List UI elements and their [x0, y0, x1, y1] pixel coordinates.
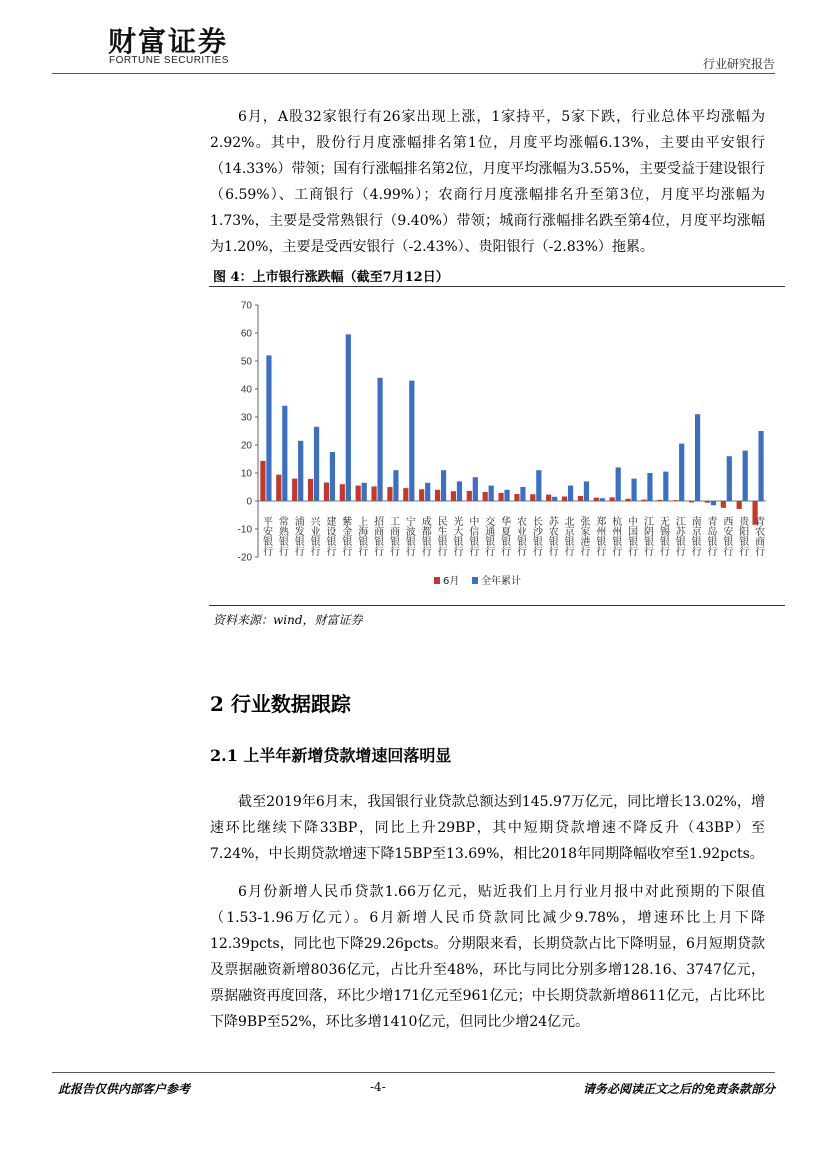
x-category-label: 平安银行 — [260, 516, 272, 556]
x-category-label: 招商银行 — [371, 516, 383, 556]
figure-title: 图 4：上市银行涨跌幅（截至7月12日） — [213, 270, 449, 285]
bar-ytd — [504, 490, 509, 501]
new-loans-paragraph-text: 6月份新增人民币贷款1.66万亿元，贴近我们上月行业月报中对此预期的下限值（1.53-1.96万亿元）。6月新增人民币贷款同比减少9.78%，增速环比上月下降12.39pcts，同比也下降29.26pcts。分期限来看，长期贷款占比下降明显，6月短期贷款及票据融资新增8036亿元，占比升至48%，环比与同比分别多增128.16、3747亿元，票据融资再度回落，环比少增171亿元至961亿元；中长期贷款新增8611亿元，占比环比下降9BP至52%，环比多增1410亿元，但同比少增24亿元。 — [210, 884, 765, 1030]
x-category-label: 民生银行 — [435, 516, 447, 556]
x-category-label: 江苏银行 — [673, 516, 685, 556]
legend-swatch-june — [434, 577, 440, 584]
bar-june — [435, 490, 440, 501]
footer-divider — [52, 1072, 775, 1073]
x-category-label: 贵阳银行 — [736, 516, 748, 556]
bar-june — [483, 492, 488, 501]
y-tick-label: 40 — [240, 384, 252, 396]
bar-ytd — [393, 470, 398, 501]
legend-swatch-ytd — [472, 577, 478, 584]
section-heading: 2 行业数据跟踪 — [210, 692, 351, 716]
footer-disclaimer-right: 请务必阅读正文之后的免责条款部分 — [582, 1082, 775, 1096]
x-category-label: 青农商行 — [752, 516, 764, 556]
bar-june — [387, 487, 392, 501]
bar-ytd — [552, 497, 557, 501]
bar-june — [721, 501, 726, 508]
bar-june — [657, 500, 662, 501]
y-tick-label: 0 — [246, 496, 252, 508]
bar-ytd — [362, 483, 367, 501]
brand-logo-english: FORTUNE SECURITIES — [109, 55, 229, 66]
bar-june — [737, 501, 742, 509]
x-category-label: 农业银行 — [514, 516, 526, 556]
x-category-label: 无锡银行 — [657, 516, 669, 556]
x-category-label: 成都银行 — [419, 516, 431, 556]
bar-june — [514, 494, 519, 501]
bar-june — [610, 497, 615, 501]
x-category-label: 西安银行 — [720, 516, 732, 556]
y-tick-label: 30 — [240, 412, 252, 424]
bar-june — [546, 495, 551, 501]
x-category-label: 南京银行 — [689, 516, 701, 556]
bar-ytd — [314, 427, 319, 501]
x-category-label: 兴业银行 — [308, 516, 320, 556]
bar-june — [324, 483, 329, 501]
bar-ytd — [600, 498, 605, 501]
bar-ytd — [695, 414, 700, 501]
bar-june — [467, 491, 472, 501]
intro-paragraph — [210, 104, 765, 260]
bar-ytd — [441, 470, 446, 501]
y-tick-label: 50 — [240, 356, 252, 368]
bar-ytd — [520, 487, 525, 501]
x-category-label: 紫金银行 — [339, 516, 351, 556]
bar-june — [276, 475, 281, 501]
x-category-label: 常熟银行 — [276, 516, 288, 556]
intro-paragraph-text: 6月，A股32家银行有26家出现上涨，1家持平，5家下跌，行业总体平均涨幅为2.92%。其中，股份行月度涨幅排名第1位，月度平均涨幅6.13%，主要由平安银行（14.33%）带领；国有行涨幅排名第2位，月度平均涨幅为3.55%，主要受益于建设银行（6.59%）、工商银行（4.99%）；农商行月度涨幅排名升至第3位，月度平均涨幅为1.73%，主要是受常熟银行（9.40%）带领；城商行涨幅排名跌至第4位，月度平均涨幅为1.20%，主要是受西安银行（-2.43%）、贵阳银行（-2.83%）拖累。 — [210, 109, 765, 255]
bar-june — [260, 461, 265, 501]
x-category-label: 中信银行 — [466, 516, 478, 556]
x-category-label: 宁波银行 — [403, 516, 415, 556]
bar-ytd — [282, 406, 287, 501]
x-category-label: 北京银行 — [562, 516, 574, 556]
y-tick-label: 70 — [240, 300, 252, 312]
bar-ytd — [568, 486, 573, 501]
bar-ytd — [346, 334, 351, 501]
bar-ytd — [647, 473, 652, 501]
bar-ytd — [727, 456, 732, 501]
bar-june — [403, 488, 408, 501]
bar-june — [578, 496, 583, 501]
x-category-label: 杭州银行 — [609, 516, 621, 556]
bar-june — [625, 499, 630, 501]
loan-growth-paragraph — [210, 789, 765, 867]
y-tick-label: 60 — [240, 328, 252, 340]
header-divider — [52, 73, 775, 74]
bar-june — [419, 489, 424, 501]
bar-ytd — [473, 477, 478, 501]
bar-ytd — [679, 444, 684, 501]
bar-ytd — [536, 470, 541, 501]
x-category-label: 工商银行 — [387, 516, 399, 556]
footer-disclaimer-left: 此报告仅供内部客户参考 — [58, 1082, 191, 1096]
bar-ytd — [616, 467, 621, 501]
x-category-label: 浦发银行 — [292, 516, 304, 556]
bar-june — [356, 486, 361, 501]
loan-growth-paragraph-text: 截至2019年6月末，我国银行业贷款总额达到145.97万亿元，同比增长13.02%，增速环比继续下降33BP，同比上升29BP，其中短期贷款增速不降反升（43BP）至7.24%，中长期贷款增速下降15BP至13.69%，相比2018年同期降幅收窄至1.92pcts。 — [210, 794, 765, 862]
report-type-label: 行业研究报告 — [702, 57, 775, 71]
bar-ytd — [711, 501, 716, 505]
bar-ytd — [425, 483, 430, 501]
bar-june — [705, 501, 710, 503]
x-category-label: 交通银行 — [482, 516, 494, 556]
x-category-label: 长沙银行 — [530, 516, 542, 556]
bank-performance-chart — [210, 287, 780, 602]
y-tick-label: -20 — [237, 552, 252, 564]
bar-june — [673, 500, 678, 501]
bar-ytd — [663, 472, 668, 501]
bar-june — [292, 479, 297, 501]
bar-june — [594, 498, 599, 501]
bar-june — [340, 484, 345, 501]
bar-ytd — [330, 452, 335, 501]
bar-june — [451, 491, 456, 501]
y-tick-label: -10 — [237, 524, 252, 536]
bar-june — [308, 479, 313, 501]
bar-ytd — [457, 481, 462, 501]
brand-logo-chinese: 财富证券 — [108, 25, 229, 58]
x-category-label: 中国银行 — [625, 516, 637, 556]
figure-bottom-rule — [209, 605, 785, 606]
bar-june — [371, 486, 376, 501]
y-tick-label: 20 — [240, 440, 252, 452]
x-category-label: 青岛银行 — [704, 516, 716, 556]
page-number: -4- — [370, 1080, 386, 1094]
bar-june — [530, 494, 535, 501]
bar-ytd — [377, 378, 382, 501]
bar-june — [498, 493, 503, 501]
new-loans-paragraph — [210, 879, 765, 1035]
bar-june — [641, 500, 646, 501]
bar-ytd — [631, 479, 636, 501]
legend-label-ytd: 全年累计 — [481, 576, 521, 587]
x-category-label: 华夏银行 — [498, 516, 510, 556]
bar-ytd — [298, 441, 303, 501]
x-category-label: 张家港行 — [577, 516, 589, 556]
bar-ytd — [266, 355, 271, 501]
bar-june — [562, 497, 567, 501]
legend-label-june: 6月 — [443, 576, 460, 587]
x-category-label: 苏农银行 — [546, 516, 558, 556]
y-tick-label: 10 — [240, 468, 252, 480]
bar-june — [689, 501, 694, 502]
bar-ytd — [758, 431, 763, 501]
figure-source: 资料来源：wind，财富证券 — [213, 613, 363, 627]
x-category-label: 建设银行 — [323, 516, 335, 556]
x-category-label: 上海银行 — [355, 516, 367, 556]
x-category-label: 光大银行 — [450, 516, 462, 556]
bar-ytd — [584, 481, 589, 501]
bar-ytd — [743, 451, 748, 501]
bar-ytd — [409, 381, 414, 501]
bar-ytd — [489, 486, 494, 501]
x-category-label: 江阴银行 — [641, 516, 653, 556]
x-category-label: 郑州银行 — [593, 516, 605, 556]
subsection-heading: 2.1 上半年新增贷款增速回落明显 — [210, 746, 452, 765]
